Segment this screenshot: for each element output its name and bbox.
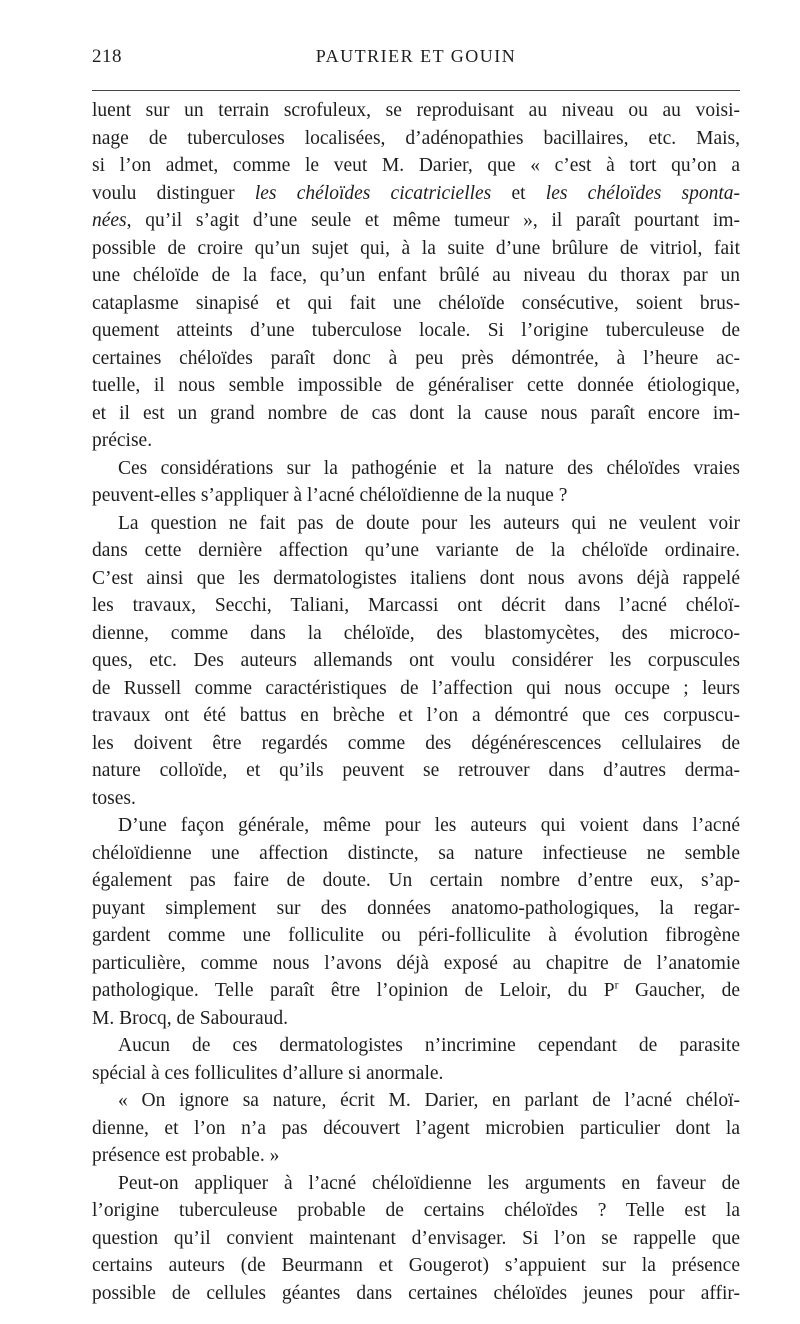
running-title: PAUTRIER ET GOUIN (315, 46, 517, 66)
text-line: l’origine tuberculeuse probable de certains chéloïdes ? Telle est la (92, 1200, 740, 1221)
text-line: ques, etc. Des auteurs allemands ont voulu considérer les corpuscules (92, 650, 740, 671)
text-line: nage de tuberculoses localisées, d’adénopathies bacillaires, etc. Mais, (92, 127, 740, 149)
text-line: peuvent-elles s’appliquer à l’acné chéloïdienne de la nuque ? (92, 485, 568, 506)
page-number: 218 (92, 46, 122, 67)
text-line: Ces considérations sur la pathogénie et la nature des chéloïdes vraies (118, 457, 740, 479)
text-line: cataplasme sinapisé et qui fait une chéloïde consécutive, soient brus- (92, 292, 740, 314)
text-line: travaux ont été battus en brèche et l’on a démontré que ces corpuscu- (92, 705, 740, 726)
text-line: spécial à ces folliculites d’allure si anormale. (92, 1062, 444, 1084)
text-segment: pathologique. Telle paraît être l’opinion de Leloir, du P (92, 980, 615, 1001)
text-line: dienne, comme dans la chéloïde, des blastomycètes, des microco- (92, 622, 740, 644)
text-line: possible de cellules géantes dans certaines chéloïdes jeunes pour affir- (92, 1282, 740, 1304)
text-line: nature colloïde, et qu’ils peuvent se retrouver dans d’autres derma- (92, 760, 740, 781)
text-line (92, 977, 740, 1005)
text-line: puyant simplement sur des données anatomo-pathologiques, la regar- (92, 897, 740, 919)
text-line: également pas faire de doute. Un certain nombre d’entre eux, s’ap- (92, 870, 740, 891)
text-line: chéloïdienne une affection distincte, sa nature infectieuse ne semble (92, 842, 740, 864)
text-line: question qu’il convient maintenant d’envisager. Si l’on se rappelle que (92, 1227, 740, 1249)
text-line: Peut-on appliquer à l’acné chéloïdienne les arguments en faveur de (118, 1172, 740, 1194)
text-line: présence est probable. » (92, 1145, 280, 1166)
text-line: « On ignore sa nature, écrit M. Darier, en parlant de l’acné chéloï- (118, 1090, 740, 1111)
text-line (92, 207, 740, 235)
text-line: toses. (92, 787, 136, 809)
text-line: de Russell comme caractéristiques de l’affection qui nous occupe ; leurs (92, 677, 740, 699)
text-line (92, 180, 740, 208)
text-line: C’est ainsi que les dermatologistes italiens dont nous avons déjà rappelé (92, 567, 740, 589)
text-line: les doivent être regardés comme des dégénérescences cellulaires de (92, 732, 740, 754)
text-line: D’une façon générale, même pour les auteurs qui voient dans l’acné (118, 815, 740, 836)
text-line: M. Brocq, de Sabouraud. (92, 1007, 289, 1029)
text-line: luent sur un terrain scrofuleux, se reproduisant au niveau ou au voisi- (92, 100, 740, 121)
text-line: Aucun de ces dermatologistes n’incrimine cependant de parasite (118, 1035, 740, 1056)
page-header (92, 46, 740, 76)
text-line: dans cette dernière affection qu’une variante de la chéloïde ordinaire. (92, 540, 740, 561)
text-line: certaines chéloïdes paraît donc à peu près démontrée, à l’heure ac- (92, 347, 740, 369)
text-line: possible de croire qu’un sujet qui, à la suite d’une brûlure de vitriol, fait (92, 237, 740, 259)
text-line: les travaux, Secchi, Taliani, Marcassi ont décrit dans l’acné chéloï- (92, 595, 740, 616)
text-segment: nées (92, 210, 127, 231)
text-line: quement atteints d’une tuberculose locale. Si l’origine tuberculeuse de (92, 320, 740, 341)
text-segment: voulu distinguer (92, 182, 235, 204)
text-line: précise. (92, 430, 153, 451)
text-segment: et (511, 182, 526, 204)
header-rule (92, 90, 740, 91)
text-segment: les chéloïdes sponta- (545, 182, 741, 204)
text-segment: les chéloïdes cicatricielles (254, 182, 492, 204)
text-line: gardent comme une folliculite ou péri-folliculite à évolution fibrogène (92, 925, 740, 946)
text-line: particulière, comme nous l’avons déjà exposé au chapitre de l’anatomie (92, 952, 740, 974)
text-line: certains auteurs (de Beurmann et Gougerot) s’appuient sur la présence (92, 1255, 740, 1276)
body-text (92, 97, 740, 1307)
text-segment: Gaucher, de (618, 980, 740, 1001)
text-line: tuelle, il nous semble impossible de généraliser cette donnée étiologique, (92, 375, 740, 396)
text-line: si l’on admet, comme le veut M. Darier, que « c’est à tort qu’on a (92, 155, 740, 176)
text-line: dienne, et l’on n’a pas découvert l’agent microbien particulier dont la (92, 1117, 740, 1139)
superscript: r (614, 978, 619, 992)
text-line: et il est un grand nombre de cas dont la cause nous paraît encore im- (92, 402, 740, 424)
text-line: La question ne fait pas de doute pour les auteurs qui ne veulent voir (118, 512, 740, 534)
text-segment: , qu’il s’agit d’une seule et même tumeur », il paraît pourtant im- (126, 210, 740, 231)
text-line: une chéloïde de la face, qu’un enfant brûlé au niveau du thorax par un (92, 265, 740, 286)
